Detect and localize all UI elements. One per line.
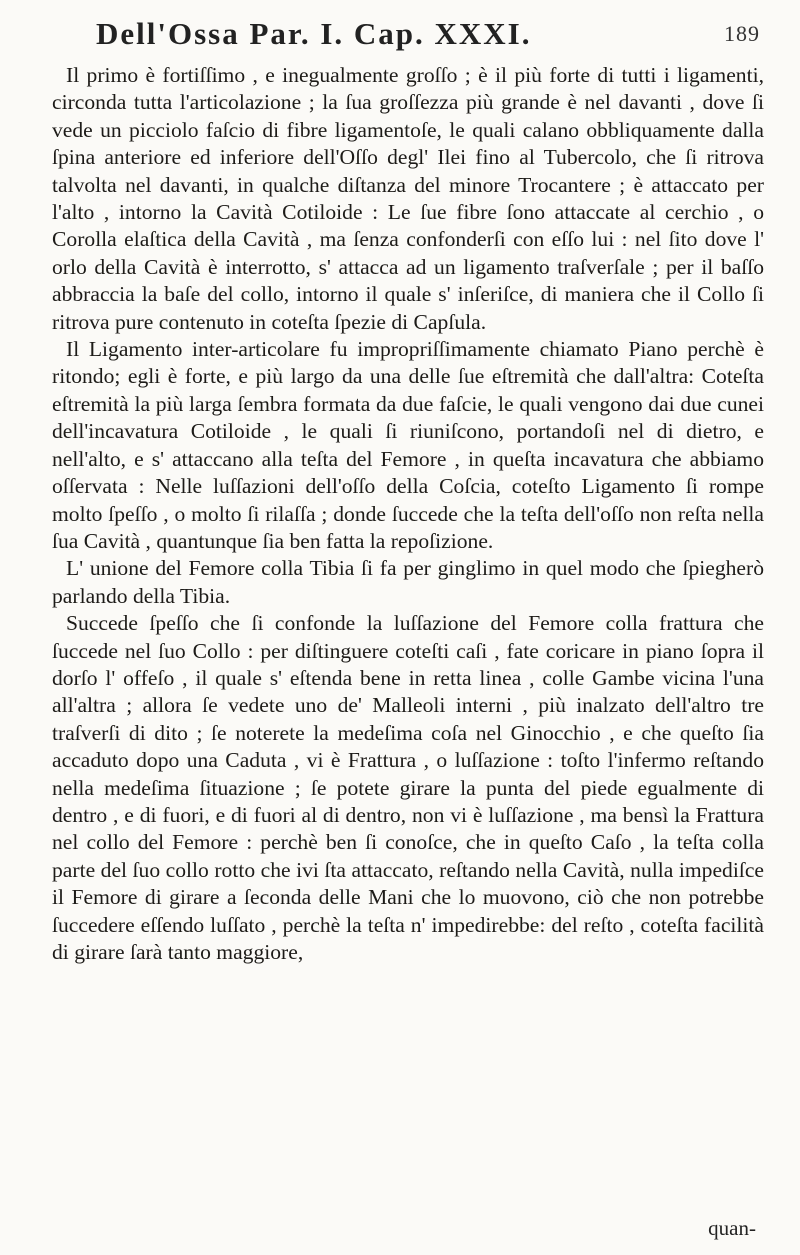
paragraph-4: Succede ſpeſſo che ſi confonde la luſſazione del Femore colla frattura che ſuccede nel ſuo Collo : per diſtinguere coteſti caſi , fate coricare in piano ſopra il dorſo l' offeſo , il quale s' eſtenda bene in retta linea , colle Gambe vicina l'una all'altra ; allora ſe vedete uno de' Malleoli interni , più inalzato dell'altro tre traſverſi di dito ; ſe noterete la medeſima coſa nel Ginocchio , e che queſto ſia accaduto dopo una Caduta , vi è Frattura , o luſſazione : toſto l'infermo reſtando nella medeſima ſituazione ; ſe potete girare la punta del piede egualmente di dentro , e di fuori, e di fuori al di dentro, non vi è luſſazione , ma bensì la Frattura nel collo del Femore : perchè ben ſi conoſce, che in queſto Caſo , la teſta colla parte del ſuo collo rotto che ivi ſta attaccato, reſtando nella Cavità, nulla impediſce il Femore di girare a ſeconda delle Mani che lo muovono, ciò che non potrebbe ſuccedere eſſendo luſſato , perchè la teſta n' impedirebbe: del reſto , coteſta facilità di girare ſarà tanto maggiore, <box>52 611 764 964</box>
page-number: 189 <box>724 21 760 46</box>
paragraph-1: Il primo è fortiſſimo , e inegualmente groſſo ; è il più forte di tutti i ligamenti, circonda tutta l'articolazione ; la ſua groſſezza più grande è nel davanti , dove ſi vede un picciolo faſcio di fibre ligamentoſe, le quali calano obbliquamente dalla ſpina anteriore ed inferiore dell'Oſſo degl' Ilei fino al Tubercolo, che ſi ritrova talvolta nel davanti, in qualche diſtanza del minore Trocantere ; è attaccato per l'alto , intorno la Cavità Cotiloide : Le ſue fibre ſono attaccate al cerchio , o Corolla elaſtica della Cavità , ma ſenza confonderſi con eſſo lui : nel ſito dove l' orlo della Cavità è interrotto, s' attacca ad un ligamento traſverſale ; per il baſſo abbraccia la baſe del collo, intorno il quale s' inſeriſce, di maniera che il Collo ſi ritrova pure contenuto in coteſta ſpezie di Capſula. <box>52 63 764 334</box>
body-text <box>52 62 764 966</box>
running-head-title: Dell'Ossa Par. I. Cap. XXXI. <box>96 16 532 51</box>
catchword: quan- <box>708 1216 756 1240</box>
running-head <box>96 14 760 54</box>
paragraph-2: Il Ligamento inter-articolare fu impropriſſimamente chiamato Piano perchè è ritondo; egli è forte, e più largo da una delle ſue eſtremità che dall'altra: Coteſta eſtremità la più larga ſembra formata da due faſcie, le quali vengono dai due cunei dell'incavatura Cotiloide , le quali ſi riuniſcono, portandoſi nel di dietro, e nell'alto, e s' attaccano alla teſta del Femore , in queſta incavatura che abbiamo oſſervata : Nelle luſſazioni dell'oſſo della Coſcia, coteſto Ligamento ſi rompe molto ſpeſſo , o molto ſi rilaſſa ; donde ſuccede che la teſta dell'oſſo non reſta nella ſua Cavità , quantunque ſia ben fatta la repoſizione. <box>52 337 764 553</box>
paragraph-3: L' unione del Femore colla Tibia ſi fa per ginglimo in quel modo che ſpiegherò parlando della Tibia. <box>52 556 764 608</box>
